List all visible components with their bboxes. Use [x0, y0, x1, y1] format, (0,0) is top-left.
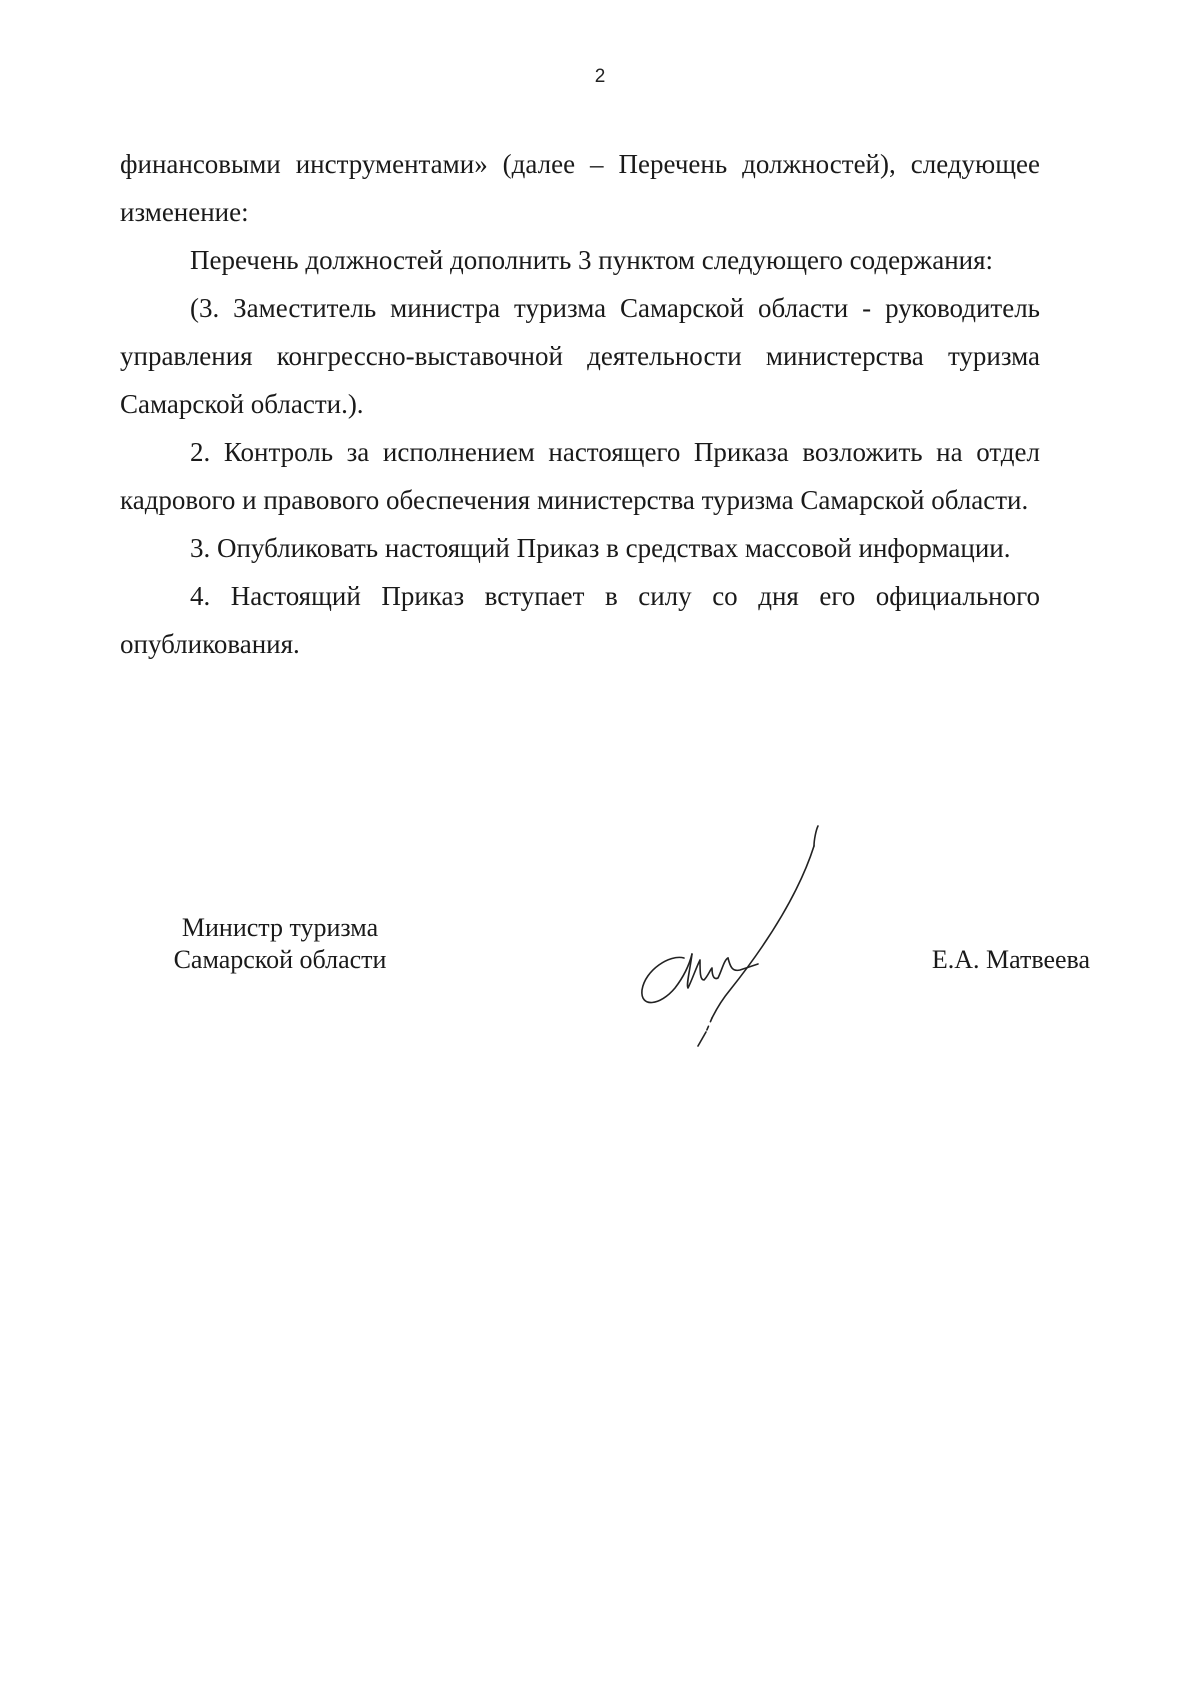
- handwritten-signature: [620, 820, 840, 1050]
- signatory-name: Е.А. Матвеева: [931, 945, 1090, 974]
- paragraph-new-item: (3. Заместитель министра туризма Самарской области - руководитель управления конгрессно-выставочной деятельности министерства туризма Самарской области.).: [120, 293, 1040, 419]
- signatory-position: [120, 912, 440, 976]
- page-number: 2: [594, 66, 606, 87]
- signatory-position-line1: Министр туризма: [181, 913, 379, 942]
- paragraph-publish: 3. Опубликовать настоящий Приказ в средствах массовой информации.: [190, 533, 1011, 563]
- paragraph-control: 2. Контроль за исполнением настоящего Приказа возложить на отдел кадрового и правового обеспечения министерства туризма Самарской области.: [120, 437, 1040, 515]
- paragraph-effective: 4. Настоящий Приказ вступает в силу со дня его официального опубликования.: [120, 581, 1040, 659]
- signatory-position-line2: Самарской области: [173, 945, 387, 974]
- paragraph-continuation: финансовыми инструментами» (далее – Перечень должностей), следующее изменение:: [120, 149, 1040, 227]
- paragraph-list-amendment: Перечень должностей дополнить 3 пунктом следующего содержания:: [190, 245, 994, 275]
- document-body: [120, 140, 1040, 668]
